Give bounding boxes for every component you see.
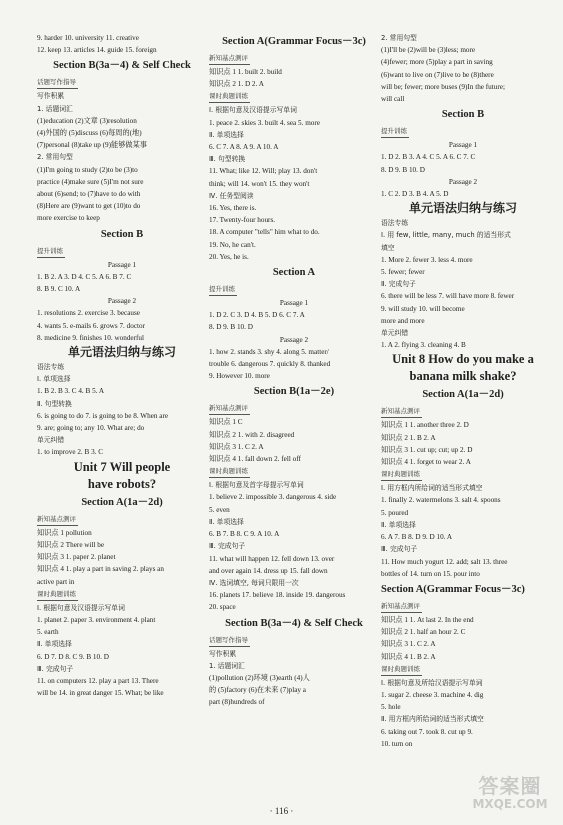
subheading: Ⅱ. 单项选择 [381, 520, 416, 529]
subheading: Ⅰ. 根据句意及首字母提示写单词 [209, 481, 304, 490]
text-line: 6. C 7. A 8. A 9. A 10. A [209, 143, 279, 152]
text-line: 9. However 10. more [209, 372, 270, 381]
text-line: about (6)send; to (7)have to do with [37, 190, 141, 199]
section-tag-row [209, 90, 379, 104]
text-line: 5. even [209, 505, 230, 514]
text-line: 20. Yes, he is. [209, 252, 249, 261]
section-heading: Section B [441, 109, 485, 121]
text-line: 1. More 2. fewer 3. less 4. more [381, 255, 473, 264]
text-line: (1)education (2)文章 (3)resolution [37, 116, 137, 125]
text-line: 知识点 3 1. paper 2. planet [37, 553, 116, 562]
subheading: 单元纠错 [37, 436, 65, 445]
text-line: 知识点 4 1. B 2. A [381, 652, 436, 661]
text-line: 知识点 1 C [209, 418, 243, 427]
section-heading: Section A(1a－2d) [81, 496, 163, 508]
text-line: 知识点 2 1. half an hour 2. C [381, 628, 466, 637]
section-heading: Section A [272, 267, 316, 279]
text-line: trouble 6. dangerous 7. quickly 8. thanked [209, 360, 331, 369]
subheading: Ⅲ. 句型转换 [209, 155, 246, 164]
text-line: practice (4)make sure (5)I'm not sure [37, 177, 144, 186]
text-line: more and more [381, 316, 425, 325]
section-tag: 新知基点测评 [209, 53, 250, 65]
text-line: 9. will study 10. will become [381, 304, 465, 313]
section-tag: 新知基点测评 [37, 514, 78, 526]
section-tag: 课时典题训练 [209, 91, 250, 103]
text-line: 6. taking out 7. took 8. cut up 9. [381, 727, 473, 736]
text-line: 知识点 1 1. At last 2. In the end [381, 615, 474, 624]
section-tag-row [209, 283, 379, 297]
subheading: Ⅳ. 选词填空, 每词只限用一次 [209, 578, 299, 587]
section-tag-row [381, 663, 545, 677]
subheading: 2. 常用句型 [37, 153, 73, 162]
section-tag-row [381, 125, 545, 139]
text-line: more exercise to keep [37, 214, 100, 223]
text-line: 1. B 2. B 3. C 4. B 5. A [37, 387, 105, 396]
section-tag: 新知基点测评 [381, 601, 422, 613]
subheading: 1. 话题词汇 [209, 661, 245, 670]
text-line: 知识点 1 pollution [37, 528, 92, 537]
text-line: 1. to improve 2. B 3. C [37, 448, 104, 457]
subheading: Ⅰ. 用方框内所给词的适当形式填空 [381, 484, 483, 493]
text-line: 1. finally 2. watermelons 3. salt 4. spoons [381, 496, 501, 505]
text-line: 8. B 9. C 10. A [37, 285, 81, 294]
text-line: (8)Here are (9)want to get (10)to do [37, 202, 141, 211]
text-line: 知识点 1 1. another three 2. D [381, 421, 469, 430]
text-line: 11. What; like 12. Will; play 13. don't [209, 167, 318, 176]
subheading: 语法专练 [381, 219, 409, 228]
text-line: and over again 14. dress up 15. fall down [209, 566, 328, 575]
subheading: 写作积累 [209, 649, 237, 658]
text-line: 1. A 2. flying 3. cleaning 4. B [381, 341, 466, 350]
section-tag-row [381, 405, 545, 419]
subheading: Ⅱ. 完成句子 [381, 280, 416, 289]
text-line: think; will 14. won't 15. they won't [209, 179, 310, 188]
subheading: Ⅰ. 根据句意及汉语提示写单词 [37, 603, 125, 612]
subheading: Ⅰ. 根据句意及所给汉语提示写单词 [381, 678, 483, 687]
text-line: 5. fewer; fewer [381, 268, 425, 277]
section-tag-row [209, 465, 379, 479]
section-tag-row [37, 513, 207, 527]
text-line: 1. sugar 2. cheese 3. machine 4. dig [381, 690, 484, 699]
text-line: 1. peace 2. skies 3. built 4. sea 5. more [209, 118, 320, 127]
text-line: 5. hole [381, 703, 401, 712]
text-line: 11. How much yogurt 12. add; salt 13. three [381, 557, 508, 566]
text-line: 6. A 7. B 8. D 9. D 10. A [381, 533, 453, 542]
section-tag-row [37, 76, 207, 90]
subheading: 2. 常用句型 [381, 34, 417, 42]
text-line: 知识点 2 1. with 2. disagreed [209, 430, 295, 439]
subheading: Ⅱ. 单项选择 [209, 517, 244, 526]
text-line: 的 (5)factory (6)在未来 (7)play a [209, 686, 306, 695]
text-line: 1. believe 2. impossible 3. dangerous 4. side [209, 493, 337, 502]
page-number: · 116 · [269, 806, 294, 816]
text-line: 17. Twenty-four hours. [209, 216, 276, 225]
subheading: 语法专练 [37, 363, 65, 372]
text-line: 5. poured [381, 508, 409, 517]
text-line: 知识点 4 1. fall down 2. fell off [209, 455, 301, 464]
text-line: 11. what will happen 12. fell down 13. over [209, 554, 335, 563]
subheading: Ⅰ. 单项选择 [37, 375, 71, 384]
text-line: 知识点 3 1. C 2. A [381, 640, 436, 649]
subheading: 1. 话题词汇 [37, 104, 73, 113]
text-line: 知识点 2 There will be [37, 540, 105, 549]
text-line: 11. on computers 12. play a part 13. There [37, 676, 159, 685]
text-line: 10. turn on [381, 739, 413, 748]
text-line: active part in [37, 577, 75, 586]
passage-label: Passage 1 [107, 260, 137, 269]
text-line: part (8)hundreds of [209, 698, 265, 707]
text-line: 8. D 9. B 10. D [209, 323, 253, 332]
section-heading: Section A(Grammar Focus－3c) [222, 36, 366, 47]
section-tag: 课时典题训练 [381, 664, 422, 676]
subheading: Ⅰ. 根据句意及汉语提示写单词 [209, 106, 297, 115]
subheading: 填空 [381, 243, 395, 252]
text-line: 1. planet 2. paper 3. environment 4. plant [37, 615, 156, 624]
passage-label: Passage 2 [279, 335, 309, 344]
subheading: 写作积累 [37, 92, 65, 101]
text-line: 6. B 7. B 8. C 9. A 10. A [209, 530, 280, 539]
text-line: 12. keep 13. articles 14. guide 15. foreign [37, 46, 157, 55]
grammar-heading: 单元语法归纳与练习 [67, 345, 176, 360]
text-line: 16. Yes, there is. [209, 204, 257, 213]
section-tag: 话题写作指导 [37, 77, 78, 89]
section-heading: Section B(3a－4) & Self Check [225, 617, 363, 629]
watermark-text-1: 答案圈 [478, 774, 542, 798]
subheading: Ⅱ. 单项选择 [209, 130, 244, 139]
grammar-heading: 单元语法归纳与练习 [408, 201, 517, 216]
section-tag: 新知基点测评 [381, 406, 422, 418]
subheading: Ⅲ. 完成句子 [37, 664, 74, 673]
unit-heading: Unit 8 How do you make a [392, 352, 534, 367]
section-tag: 提升训练 [209, 284, 237, 296]
subheading: Ⅱ. 用方框内所给词的适当形式填空 [381, 715, 484, 724]
text-line: 1. D 2. C 3. D 4. B 5. D 6. C 7. A [209, 311, 305, 320]
text-line: 5. earth [37, 628, 59, 637]
subheading: Ⅲ. 完成句子 [209, 542, 246, 551]
text-line: will be; fewer; more buses (9)In the future; [381, 82, 505, 91]
text-line: 知识点 4 1. forget to wear 2. A [381, 458, 471, 467]
section-heading: Section A(1a－2d) [422, 389, 504, 401]
text-line: will be 14. in great danger 15. What; be like [37, 689, 164, 698]
text-line: (4)外国的 (5)discuss (6)每周的(地) [37, 129, 142, 138]
text-line: 6. D 7. D 8. C 9. B 10. D [37, 652, 109, 661]
text-line: 8. D 9. B 10. D [381, 165, 425, 174]
section-tag: 新知基点测评 [209, 403, 250, 415]
subheading: Ⅳ. 任务型阅读 [209, 191, 254, 200]
section-tag-row [37, 588, 207, 602]
text-line: 4. wants 5. e-mails 6. grows 7. doctor [37, 321, 145, 330]
section-tag-row [381, 468, 545, 482]
subheading: Ⅲ. 完成句子 [381, 545, 418, 554]
section-tag-row [37, 245, 207, 259]
text-line: 知识点 3 1. C 2. A [209, 442, 264, 451]
section-tag-row [209, 52, 379, 66]
text-line: (6)want to live on (7)live to be (8)there [381, 70, 494, 79]
section-heading: Section B [100, 228, 144, 240]
unit-heading: have robots? [87, 476, 157, 491]
watermark-logo [460, 775, 560, 823]
passage-label: Passage 2 [448, 177, 478, 186]
section-heading: Section A(Grammar Focus－3c) [381, 583, 525, 595]
section-tag-row [209, 634, 379, 648]
text-line: 16. planets 17. believe 18. inside 19. dangerous [209, 591, 346, 600]
text-line: 1. how 2. stands 3. shy 4. along 5. matter/ [209, 347, 329, 356]
text-line: bottles of 14. turn on 15. pour into [381, 569, 480, 578]
text-line: 知识点 3 1. cut up; cut; up 2. D [381, 445, 473, 454]
column-right [381, 32, 545, 750]
text-line: 1. D 2. B 3. A 4. C 5. A 6. C 7. C [381, 153, 476, 162]
text-line: 20. space [209, 603, 236, 612]
section-tag: 话题写作指导 [209, 635, 250, 647]
text-line: 6. is going to do 7. is going to be 8. When are [37, 411, 169, 420]
section-tag-row [381, 600, 545, 614]
text-line: (1)I'm going to study (2)to be (3)to [37, 165, 138, 174]
text-line: 9. harder 10. university 11. creative [37, 34, 139, 42]
text-line: 知识点 1 1. built 2. build [209, 68, 282, 76]
text-line: 知识点 4 1. play a part in saving 2. plays an [37, 565, 164, 574]
unit-heading: banana milk shake? [409, 369, 517, 384]
unit-heading: Unit 7 Will people [73, 459, 171, 474]
section-heading: Section B(1a－2e) [253, 386, 335, 398]
column-left [37, 32, 207, 699]
passage-label: Passage 2 [107, 297, 137, 306]
text-line: will call [381, 95, 405, 104]
section-heading: Section B(3a－4) & Self Check [53, 60, 191, 72]
section-tag: 课时典题训练 [209, 466, 250, 478]
text-line: 19. No, he can't. [209, 240, 256, 249]
passage-label: Passage 1 [279, 299, 309, 308]
section-tag: 课时典题训练 [37, 589, 78, 601]
text-line: 18. A computer "tells" him what to do. [209, 228, 320, 237]
section-tag: 课时典题训练 [381, 469, 422, 481]
text-line: (1)I'll be (2)will be (3)less; more [381, 46, 476, 55]
text-line: 9. are; going to; any 10. What are; do [37, 424, 145, 433]
subheading: Ⅰ. 用 few, little, many, much 的适当形式 [381, 231, 511, 240]
watermark-text-2: MXQE.COM [472, 797, 548, 811]
text-line: 知识点 2 1. D 2. A [209, 80, 264, 89]
text-line: (4)fewer; more (5)play a part in saving [381, 58, 493, 67]
text-line: (1)pollution (2)环境 (3)earth (4)人 [209, 673, 310, 682]
text-line: 8. medicine 9. finishes 10. wonderful [37, 333, 144, 342]
column-middle [209, 32, 379, 709]
text-line: 知识点 2 1. B 2. A [381, 433, 436, 442]
text-line: (7)personal (8)take up (9)能够做某事 [37, 141, 147, 150]
text-line: 1. B 2. A 3. D 4. C 5. A 6. B 7. C [37, 272, 132, 281]
subheading: Ⅱ. 单项选择 [37, 640, 72, 649]
section-tag-row [209, 402, 379, 416]
subheading: Ⅱ. 句型转换 [37, 399, 72, 408]
text-line: 1. C 2. D 3. B 4. A 5. D [381, 190, 449, 199]
text-line: 1. resolutions 2. exercise 3. because [37, 309, 140, 318]
subheading: 单元纠错 [381, 329, 409, 338]
passage-label: Passage 1 [448, 141, 478, 150]
section-tag: 提升训练 [381, 126, 409, 138]
section-tag: 提升训练 [37, 246, 65, 258]
text-line: 6. there will be less 7. will have more 8. fewer [381, 292, 515, 301]
